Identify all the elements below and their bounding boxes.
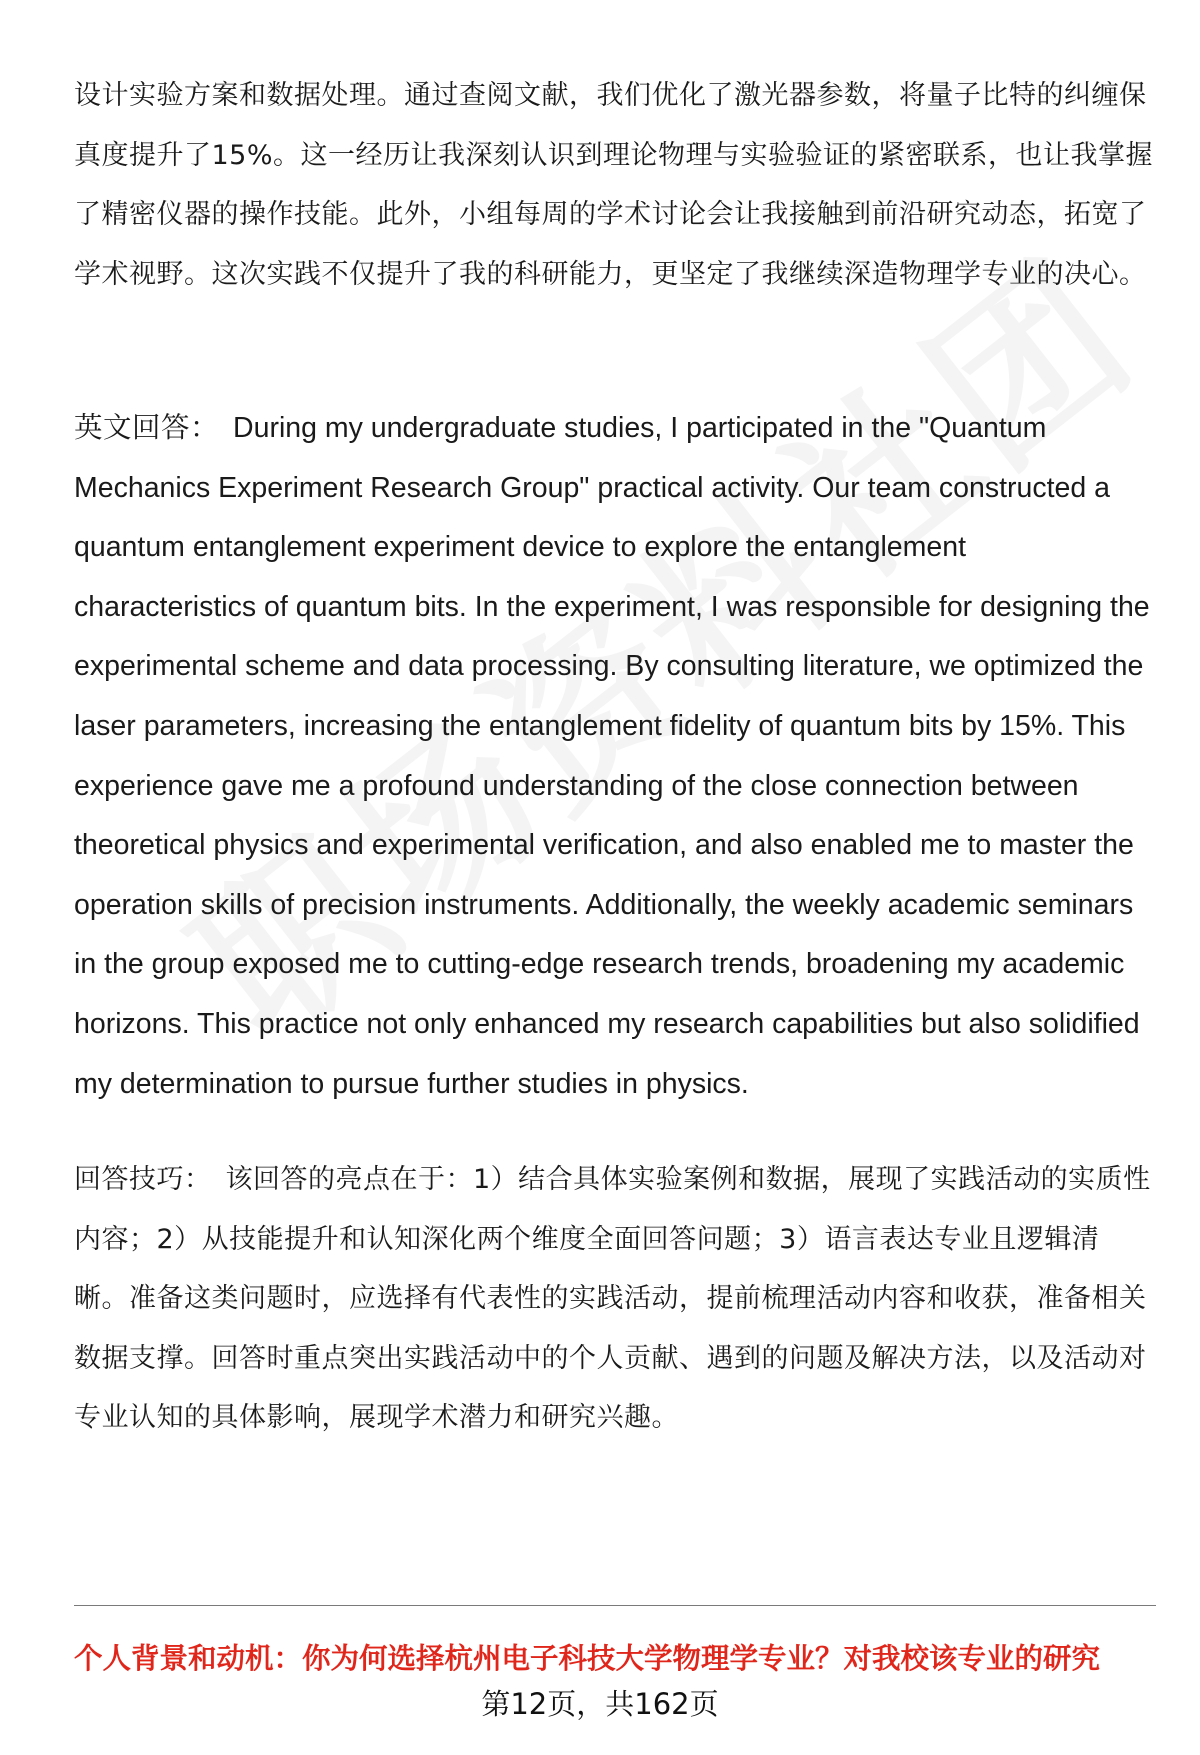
english-answer-text: During my undergraduate studies, I participated in the "Quantum Mechanics Experiment Research Group" practical activity. Our team constructed a quantum entanglement experiment device to explore the entanglement characteristics of quantum bits. In the experiment, I was responsible for designing the experimental scheme and data processing. By consulting literature, we optimized the laser parameters, increasing the entanglement fidelity of quantum bits by 15%. This experience gave me a profound understanding of the close connection between theoretical physics and experimental verification, and also enabled me to master the operation skills of precision instruments. Additionally, the weekly academic seminars in the group exposed me to cutting-edge research trends, broadening my academic horizons. This practice not only enhanced my research capabilities but also solidified my determination to pursue further studies in physics. [74,412,1150,1100]
page-number: 第12页，共162页 [481,1687,719,1721]
english-answer-paragraph [74,398,1154,1114]
answer-tips-paragraph [74,1150,1154,1448]
answer-tips-text: 该回答的亮点在于：1）结合具体实验案例和数据，展现了实践活动的实质性内容；2）从技能提升和认知深化两个维度全面回答问题；3）语言表达专业且逻辑清晰。准备这类问题时，应选择有代表性的实践活动，提前梳理活动内容和收获，准备相关数据支撑。回答时重点突出实践活动中的个人贡献、遇到的问题及解决方法，以及活动对专业认知的具体影响，展现学术潜力和研究兴趣。 [74,1164,1151,1434]
page-content [74,66,1154,1448]
answer-tips-label: 回答技巧： [74,1164,212,1196]
section-divider [74,1605,1156,1606]
intro-paragraph: 设计实验方案和数据处理。通过查阅文献，我们优化了激光器参数，将量子比特的纠缠保真度提升了15%。这一经历让我深刻认识到理论物理与实验验证的紧密联系，也让我掌握了精密仪器的操作技能。此外，小组每周的学术讨论会让我接触到前沿研究动态，拓宽了学术视野。这次实践不仅提升了我的科研能力，更坚定了我继续深造物理学专业的决心。 [74,80,1154,290]
next-question-heading: 个人背景和动机：你为何选择杭州电子科技大学物理学专业？对我校该专业的研究 [74,1642,1101,1675]
english-answer-label: 英文回答： [74,411,220,444]
